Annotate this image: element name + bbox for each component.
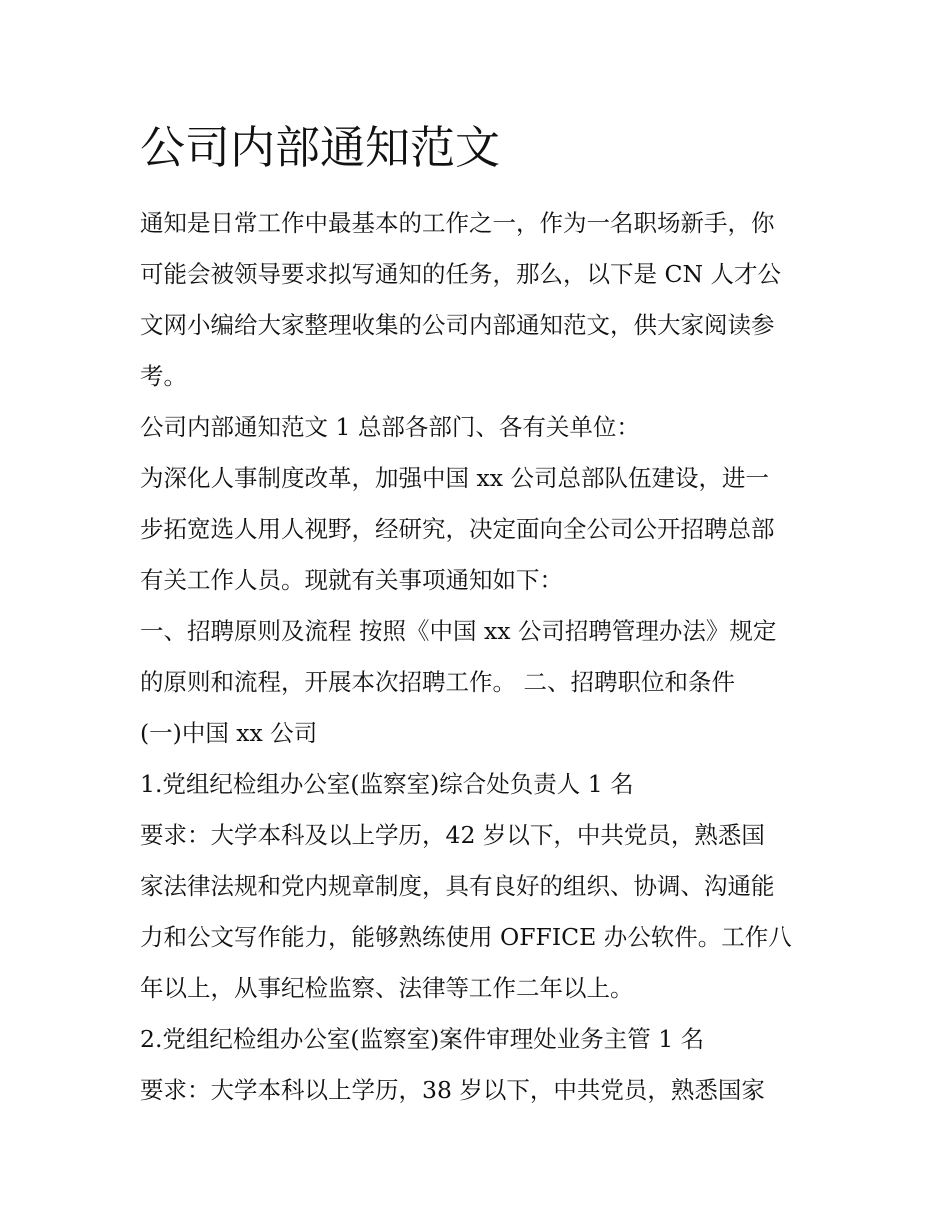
- body-line: 年以上，从事纪检监察、法律等工作二年以上。: [140, 974, 634, 1002]
- body-line: 可能会被领导要求拟写通知的任务，那么，以下是 CN 人才公: [140, 260, 781, 288]
- body-line: 步拓宽选人用人视野，经研究，决定面向全公司公开招聘总部: [140, 515, 775, 543]
- body-line: 文网小编给大家整理收集的公司内部通知范文，供大家阅读参: [140, 311, 775, 339]
- body-line: 有关工作人员。现就有关事项通知如下：: [140, 566, 563, 594]
- body-line: 2.党组纪检组办公室(监察室)案件审理处业务主管 1 名: [140, 1025, 705, 1053]
- body-line: 的原则和流程，开展本次招聘工作。 二、招聘职位和条件: [140, 668, 735, 696]
- body-line: 考。: [140, 362, 187, 390]
- body-line: 公司内部通知范文 1 总部各部门、各有关单位：: [140, 413, 640, 441]
- body-line: (一)中国 xx 公司: [140, 719, 318, 747]
- body-line: 要求：大学本科以上学历，38 岁以下，中共党员，熟悉国家: [140, 1076, 765, 1104]
- body-line: 要求：大学本科及以上学历，42 岁以下，中共党员，熟悉国: [140, 821, 765, 849]
- body-line: 一、招聘原则及流程 按照《中国 xx 公司招聘管理办法》规定: [140, 617, 777, 645]
- body-line: 通知是日常工作中最基本的工作之一，作为一名职场新手，你: [140, 209, 775, 237]
- document-title: 公司内部通知范文: [140, 121, 501, 174]
- body-line: 家法律法规和党内规章制度，具有良好的组织、协调、沟通能: [140, 872, 775, 900]
- body-line: 为深化人事制度改革，加强中国 xx 公司总部队伍建设，进一: [140, 464, 769, 492]
- body-line: 1.党组纪检组办公室(监察室)综合处负责人 1 名: [140, 770, 634, 798]
- document-body: [140, 198, 820, 1116]
- body-line: 力和公文写作能力，能够熟练使用 OFFICE 办公软件。工作八: [140, 923, 792, 951]
